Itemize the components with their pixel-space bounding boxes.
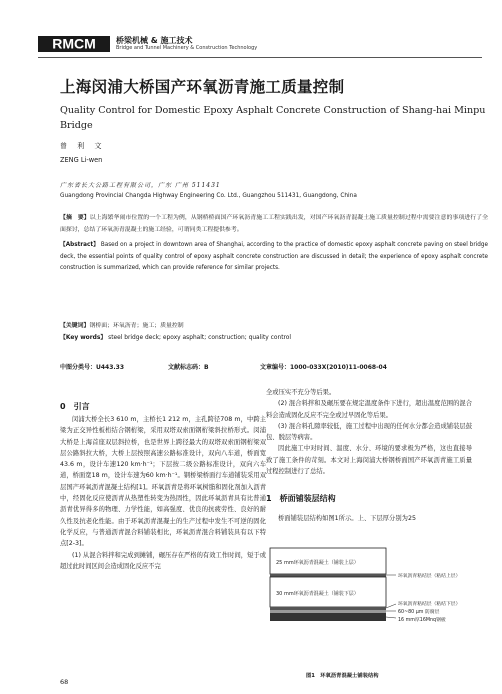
keywords-en-text: steel bridge deck; epoxy asphalt; construction; quality control xyxy=(108,335,292,341)
note-anticorrosion: 60~80 μm 防腐层 xyxy=(398,610,440,615)
author-cn: 曾 利 文 xyxy=(60,142,106,150)
abstract-en xyxy=(60,240,488,275)
author-en: ZENG Li-wen xyxy=(60,156,103,164)
bond-layer-bottom xyxy=(270,607,386,610)
body-paragraph: 全或压实不充分等后果。 xyxy=(266,389,336,396)
keywords-cn xyxy=(60,321,488,333)
figure-pavement-structure xyxy=(268,538,478,658)
journal-name-en: Bridge and Tunnel Machinery & Construction Technology xyxy=(116,45,258,51)
body-left-column xyxy=(60,414,266,572)
body-paragraph: (1) 从混合料拌和完成到摊铺，碾压存在严格的有效工作时间，短于或超过此时间区间会造成固化反应不完 xyxy=(60,551,266,570)
steel-plate xyxy=(270,613,386,621)
bond-layer-top xyxy=(270,574,386,577)
article-number: 文章编号：1000-033X(2010)11-0068-04 xyxy=(260,364,387,371)
abstract-cn-text: 以上海繁华闹市位置的一个工程为例，从钢桥桥面国产环氧沥青施工工程实践出发，对国产环氧沥青混凝土施工质量控制过程中需要注意的事项进行了全面探讨，总结了环氧沥青混凝土的施工经验，可谓同类工程提供参考。 xyxy=(60,215,489,233)
note-top-bond: 环氧沥青粘结层（粘结上层） xyxy=(398,574,461,579)
note-bottom-bond: 环氧沥青粘结层（粘结下层） xyxy=(398,602,461,607)
keywords-en-label: 【Key words】 xyxy=(60,335,107,341)
paper-title-en: Quality Control for Domestic Epoxy Asphalt Concrete Construction of Shang-hai Minpu Bridge xyxy=(60,105,486,131)
body-paragraph: 闵浦大桥全长3 610 m，主桥长1 212 m，主孔跨径708 m，中跨主梁为正交异性板桁结合钢桁梁，采用双塔双索面钢桁梁斜拉桥形式。闵浦大桥是上海首座双层斜拉桥，也是世界上跨径最大的双塔双索面钢桁梁双层公路斜拉大桥，大桥上层按照高速公路标准设计，双向八车道，桥面宽43.6 m，设计车速120 km·h⁻¹；下层按二级公路标准设计，双向六车道，桥面宽18 m，设计车速为60 km·h⁻¹。钢桥梁桥面行车道铺装采用双层国产环氧沥青混凝土结构[1]。环氧沥青是将环氧树脂和固化剂加入沥青中，经固化反应使沥青从热塑性转变为热固性，因此环氧沥青具有比普通沥青优异得多的物理、力学性能，如高强度、优良的抗疲劳性、良好的耐久性及抗老化性能。由于环氧沥青混凝土的生产过程中发生不可逆的固化化学反应，与普通沥青混合料铺装相比，环氧沥青混合料铺装具有以下特点[2-3]。 xyxy=(60,416,266,548)
section-heading-1: 1 桥面铺装层结构 xyxy=(266,494,336,503)
body-right-column xyxy=(266,387,472,477)
clc-number: 中图分类号：U443.33 xyxy=(60,364,125,371)
anticorrosion-layer xyxy=(270,610,386,613)
affiliation-en: Guangdong Provincial Changda Highway Engineering Co. Ltd., Guangzhou 511431, Guangdong, China xyxy=(60,193,357,199)
body-right-column-cont xyxy=(266,513,472,524)
body-paragraph: 桥面铺装层结构如图1所示。上、下层厚分别为25 xyxy=(278,515,416,522)
paper-title-cn: 上海闵浦大桥国产环氧沥青施工质量控制 xyxy=(60,78,345,96)
body-paragraph: (3) 混合料孔隙率较低，施工过程中出现的任何水分都会造成铺装层鼓包、脱层等病害。 xyxy=(266,422,472,442)
affiliation-cn: 广东省长大公路工程有限公司，广东 广州 511431 xyxy=(60,182,221,189)
abstract-en-label: 【Abstract】 xyxy=(60,242,99,248)
note-steel-plate: 16 mm厚16Mnq钢板 xyxy=(398,618,446,623)
header-rule xyxy=(38,57,482,58)
abstract-en-text: Based on a project in downtown area of Shanghai, according to the practice of domestic epoxy asphalt concrete paving on steel bridge deck, the essential points of quality control of epoxy asphalt concrete construction are discussed in detail; the experience of epoxy asphalt concrete construction is summarized, which can provide reference for similar projects. xyxy=(60,242,488,271)
journal-name-cn: 桥梁机械 & 施工技术 xyxy=(116,36,193,45)
abstract-cn xyxy=(60,213,488,236)
layer-bottom-label: 30 mm环氧沥青混凝土（铺装下层） xyxy=(276,591,359,597)
document-code: 文献标志码：B xyxy=(168,364,209,371)
abstract-cn-label: 【摘 要】 xyxy=(60,215,90,221)
body-paragraph: 因此施工中对时间、温度、水分、环境的要求极为严格，这也直接导致了施工条件的苛刻。本文对上海闵浦大桥钢桥面国产环氧沥青施工质量过程控制进行了总结。 xyxy=(266,445,472,476)
page-number: 68 xyxy=(60,678,69,686)
body-paragraph: (2) 混合料拌和及碾压要在规定温度条件下进行，超出温度范围的混合料会造成固化反应不完全或过早固化等后果。 xyxy=(266,400,472,419)
logo-text: RMCM xyxy=(52,36,96,52)
keywords-cn-text: 钢桥面；环氧沥青；施工；质量控制 xyxy=(89,323,184,329)
figure-caption: 图1 环氧沥青混凝土铺装结构 xyxy=(306,673,379,679)
keywords-en xyxy=(60,333,488,345)
keywords-cn-label: 【关键词】 xyxy=(60,323,90,329)
journal-logo xyxy=(38,36,110,52)
layer-top-label: 25 mm环氧沥青混凝土（铺装上层） xyxy=(276,560,359,566)
section-heading-intro: 0 引言 xyxy=(60,402,90,411)
